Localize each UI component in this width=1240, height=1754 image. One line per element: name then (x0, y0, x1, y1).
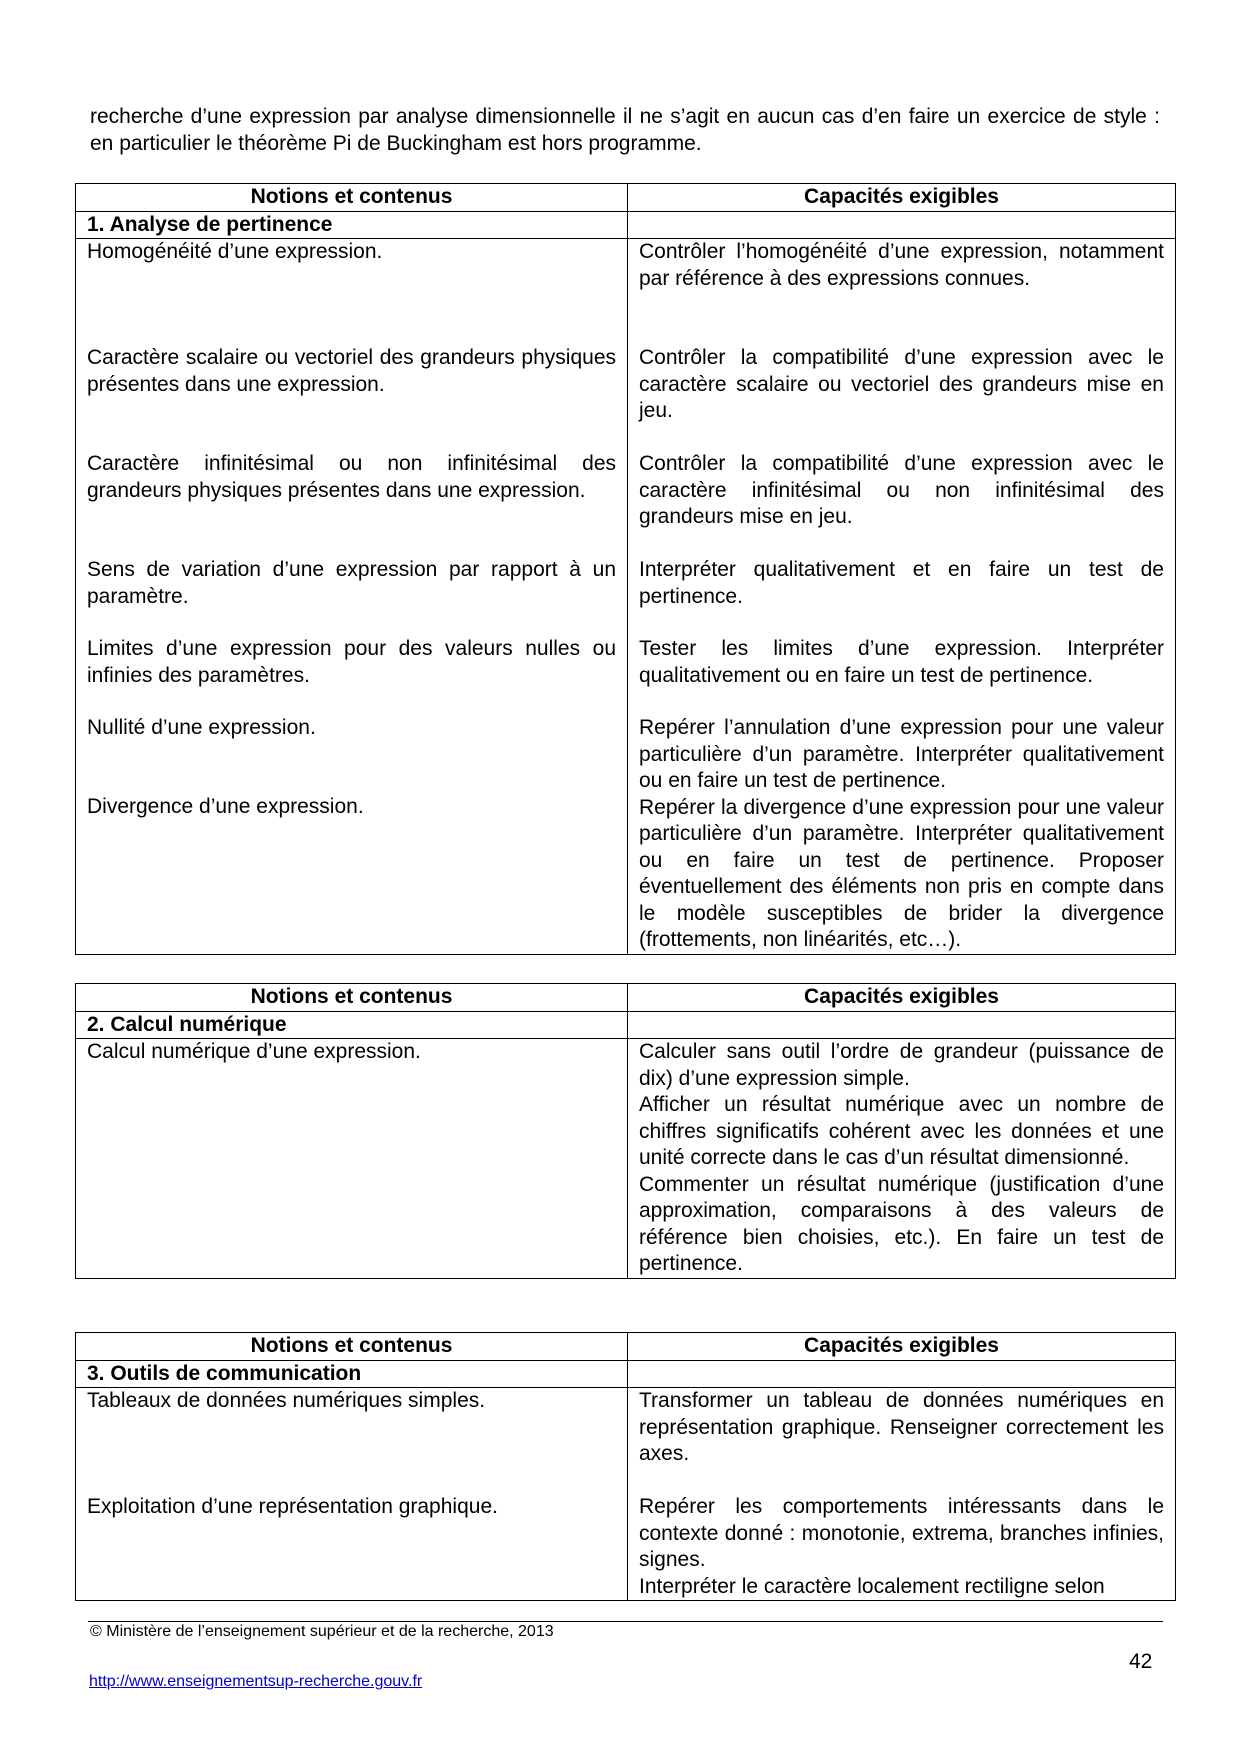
capacite-item: Contrôler l’homogénéité d’une expression, notamment par référence à des expressions connues. (639, 240, 1164, 290)
table-outils-communication (75, 1332, 1176, 1601)
notion-item: Limites d’une expression pour des valeurs nulles ou infinies des paramètres. (87, 637, 616, 687)
section-row (76, 1360, 1176, 1388)
notion-item: Caractère infinitésimal ou non infinitésimal des grandeurs physiques présentes dans une expression. (87, 452, 616, 502)
capacite-item: Repérer l’annulation d’une expression pour une valeur particulière d’un paramètre. Interpréter qualitativement ou en faire un test de pertinence. (639, 716, 1164, 792)
section-row (76, 211, 1176, 239)
notions-cell (76, 1388, 628, 1601)
capacite-item: Contrôler la compatibilité d’une expression avec le caractère scalaire ou vectoriel des grandeurs mise en jeu. (639, 346, 1164, 422)
table-body-row (76, 1039, 1176, 1279)
capacites-cell (628, 239, 1176, 955)
header-capacites: Capacités exigibles (628, 984, 1176, 1012)
notions-cell (76, 239, 628, 955)
capacites-cell (628, 1039, 1176, 1279)
footer-url-link[interactable]: http://www.enseignementsup-recherche.gouv.fr (89, 1673, 423, 1690)
footer-copyright: © Ministère de l’enseignement supérieur et de la recherche, 2013 (90, 1623, 554, 1640)
table-body-row (76, 1388, 1176, 1601)
notion-item: Homogénéité d’une expression. (87, 240, 383, 263)
notion-item: Calcul numérique d’une expression. (87, 1040, 421, 1063)
section-empty-cell (628, 211, 1176, 239)
table-body-row (76, 239, 1176, 955)
header-capacites: Capacités exigibles (628, 184, 1176, 212)
table-header-row (76, 1333, 1176, 1361)
section-row (76, 1011, 1176, 1039)
capacite-item: Repérer la divergence d’une expression pour une valeur particulière d’un paramètre. Interpréter qualitativement ou en faire un test de pertinence. Proposer éventuellement des éléments non pris en compte dans le modèle susceptibles de brider la divergence (frottements, non linéarités, etc…). (639, 795, 1164, 951)
capacite-item: Afficher un résultat numérique avec un nombre de chiffres significatifs cohérent avec les données et une unité correcte dans le cas d’un résultat dimensionné. (639, 1093, 1164, 1169)
notion-item: Divergence d’une expression. (87, 795, 364, 818)
section-empty-cell (628, 1011, 1176, 1039)
notions-cell (76, 1039, 628, 1279)
section-empty-cell (628, 1360, 1176, 1388)
capacites-cell (628, 1388, 1176, 1601)
section-title: 3. Outils de communication (76, 1360, 628, 1388)
header-notions: Notions et contenus (76, 984, 628, 1012)
notion-item: Nullité d’une expression. (87, 716, 316, 739)
header-notions: Notions et contenus (76, 1333, 628, 1361)
header-capacites: Capacités exigibles (628, 1333, 1176, 1361)
capacite-item: Commenter un résultat numérique (justification d’une approximation, comparaisons à des valeurs de référence bien choisies, etc.). En faire un test de pertinence. (639, 1172, 1164, 1275)
capacite-item: Tester les limites d’une expression. Interpréter qualitativement ou en faire un test de pertinence. (639, 637, 1164, 687)
notion-item: Exploitation d’une représentation graphique. (87, 1495, 498, 1518)
capacite-item: Interpréter le caractère localement rectiligne selon (639, 1574, 1105, 1598)
section-title: 1. Analyse de pertinence (76, 211, 628, 239)
capacite-item: Contrôler la compatibilité d’une expression avec le caractère infinitésimal ou non infinitésimal des grandeurs mise en jeu. (639, 452, 1164, 528)
capacite-item: Transformer un tableau de données numériques en représentation graphique. Renseigner correctement les axes. (639, 1389, 1164, 1465)
notion-item: Sens de variation d’une expression par rapport à un paramètre. (87, 558, 616, 608)
intro-paragraph: recherche d’une expression par analyse dimensionnelle il ne s’agit en aucun cas d’en faire un exercice de style : en particulier le théorème Pi de Buckingham est hors programme. (90, 105, 1160, 155)
table-header-row (76, 984, 1176, 1012)
page-number: 42 (1129, 1650, 1153, 1673)
table-calcul-numerique (75, 983, 1176, 1279)
notion-item: Tableaux de données numériques simples. (87, 1389, 486, 1412)
table-analyse-pertinence (75, 183, 1176, 955)
capacite-item: Repérer les comportements intéressants dans le contexte donné : monotonie, extrema, branches infinies, signes. (639, 1495, 1164, 1571)
section-title: 2. Calcul numérique (76, 1011, 628, 1039)
header-notions: Notions et contenus (76, 184, 628, 212)
notion-item: Caractère scalaire ou vectoriel des grandeurs physiques présentes dans une expression. (87, 346, 616, 396)
table-header-row (76, 184, 1176, 212)
capacite-item: Interpréter qualitativement et en faire un test de pertinence. (639, 558, 1164, 608)
capacite-item: Calculer sans outil l’ordre de grandeur (puissance de dix) d’une expression simple. (639, 1040, 1164, 1090)
footer-divider (88, 1621, 1163, 1622)
